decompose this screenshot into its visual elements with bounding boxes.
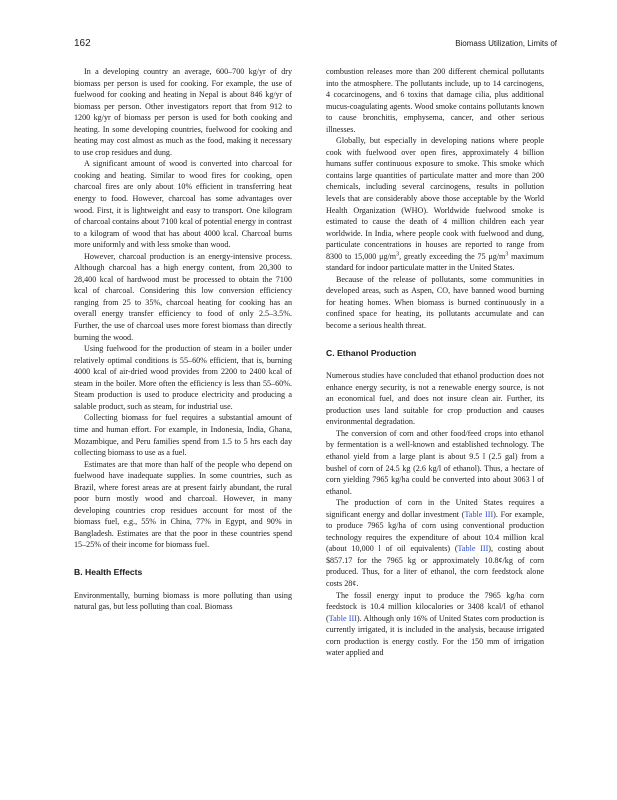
table-iii-link[interactable]: Table III — [464, 509, 494, 519]
paragraph: Collecting biomass for fuel requires a substantial amount of time and human effort. For example, in Indonesia, India, Ghana, Mozambique, and Peru families spend from 1.5 to 5 hrs each day collecting biomass to use as a fuel. — [74, 413, 292, 458]
text-span: ). For example, to produce 7965 kg/ha of corn using conventional production technology requires the expenditure of about 10.4 million kcal (about 10,000 l of oil equivalents) ( — [326, 509, 545, 554]
left-column — [74, 66, 292, 613]
section-heading-ethanol-production: C. Ethanol Production — [326, 347, 417, 358]
text-span: maximum standard for indoor particulate matter in the United States. — [326, 251, 544, 273]
text-span: ). Although only 16% of United States corn production is currently irrigated, it is included in the analysis, because irrigated corn production is energy costly. For the 150 mm of irrigation water applied and — [326, 613, 544, 658]
page-number: 162 — [74, 38, 91, 49]
paragraph — [326, 135, 544, 274]
paragraph: Because of the release of pollutants, some communities in developed areas, such as Aspen, CO, have banned wood burning for heating homes. When biomass is burned continuously in a confined space for heating, its pollutants accumulate and can become a serious health threat. — [326, 274, 544, 331]
paragraph: Environmentally, burning biomass is more polluting than using natural gas, but less polluting than coal. Biomass — [74, 590, 292, 612]
paragraph: combustion releases more than 200 different chemical pollutants into the atmosphere. The pollutants include, up to 14 carcinogens, 4 cocarcinogens, and 6 toxins that damage cilia, plus additional mucus-coagulating agents. Wood smoke contains pollutants known to cause bronchitis, emphysema, cancer, and other serious illnesses. — [326, 67, 544, 134]
text-span: The production of corn in the United States requires a significant energy and dollar investment ( — [326, 498, 544, 519]
paragraph: The conversion of corn and other food/feed crops into ethanol by fermentation is a well-known and established technology. The ethanol yield from a large plant is about 9.5 l (2.5 gal) from a bushel of corn of 24.5 kg (2.6 kg/l of ethanol). Thus, a hectare of corn yielding 7965 kg/ha could be converted into about 3063 l of ethanol. — [326, 428, 544, 496]
paragraph: Estimates are that more than half of the people who depend on fuelwood have inadequate supplies. In some countries, such as Brazil, where forest areas are at present fairly abundant, the rural poor burn mostly wood and charcoal. However, in many developing countries crop residues account for most of the biomass fuel, e.g., 55% in China, 77% in Egypt, and 90% in Bangladesh. Estimates are that the poor in these countries spend 15–25% of their income for biomass fuel. — [74, 459, 292, 550]
table-iii-link[interactable]: Table III — [328, 613, 357, 623]
text-span: , greatly exceeding the 75 μg/m — [399, 251, 506, 261]
section-heading-health-effects: B. Health Effects — [74, 566, 143, 577]
table-iii-link[interactable]: Table III — [457, 544, 489, 554]
text-span: Globally, but especially in developing nations where people cook with fuelwood over open fires, approximately 4 billion humans suffer continuous exposure to smoke. This smoke which contains large quantities of particulate matter and more than 200 chemicals, including several carcinogens, results in pollution levels that are considerably above those acceptable by the World Health Organization (WHO). Worldwide fuelwood smoke is estimated to cause the death of 4 million children each year worldwide. In India, where people cook with fuelwood and dung, particulate concentrations in houses are reported to range from 8300 to 15,000 μg/m — [326, 136, 544, 261]
right-column — [326, 66, 544, 659]
running-head: Biomass Utilization, Limits of — [455, 39, 557, 48]
paragraph — [326, 497, 544, 589]
text-span: ), costing about $857.17 for the 7965 kg or approximately 10.8¢/kg of corn produced. Thus, for a liter of ethanol, the corn feedstock alone costs 28¢. — [326, 544, 544, 588]
paragraph — [326, 590, 544, 659]
paragraph: However, charcoal production is an energy-intensive process. Although charcoal has a high energy content, from 20,300 to 28,400 kcal of hardwood must be processed to obtain the 7100 kcal of charcoal. Considering this low conversion efficiency ranging from 25 to 35%, charcoal heating for cooking has an overall energy transfer efficiency to food of only 2.5–3.5%. Further, the use of charcoal uses more forest biomass than directly burning the wood. — [74, 251, 292, 342]
text-span: The fossil energy input to produce the 7965 kg/ha corn feedstock is 10.4 million kilocalories or 3408 kcal/l of ethanol ( — [326, 590, 544, 623]
paragraph: A significant amount of wood is converted into charcoal for cooking and heating. Similar to wood fires for cooking, open charcoal fires are only about 10% efficient in transferring heat energy to food. However, charcoal has some advantages over wood. First, it is lightweight and easy to transport. One kilogram of charcoal contains about 7100 kcal of potential energy in contrast to a kilogram of wood that has about 4000 kcal. Charcoal burns more uniformly and with less smoke than wood. — [74, 159, 292, 250]
superscript: 3 — [505, 251, 509, 258]
paragraph: Numerous studies have concluded that ethanol production does not enhance energy security, is not a renewable energy source, is not an economical fuel, and does not insure clean air. Further, its production uses land suitable for crop production and causes environmental degradation. — [326, 371, 544, 427]
superscript: 3 — [396, 251, 400, 258]
paragraph: In a developing country an average, 600–700 kg/yr of dry biomass per person is used for cooking. For example, the use of fuelwood for cooking and heating in Nepal is about 846 kg/yr of biomass per person. Other investigators report that from 912 to 1200 kg/yr of biomass per person is used for both cooking and heating. In some developing countries, fuelwood for cooking and heating may cost almost as much as the food, making it necessary to use crop residues and dung. — [74, 67, 292, 157]
paragraph: Using fuelwood for the production of steam in a boiler under relatively optimal conditions is 55–60% efficient, that is, burning 4000 kcal of air-dried wood provides from 2200 to 2400 kcal of steam in the boiler. More often the efficiency is less than 55–60%. Steam production is used to produce electricity and producing a salable product, such as steam, for industrial use. — [74, 344, 292, 411]
